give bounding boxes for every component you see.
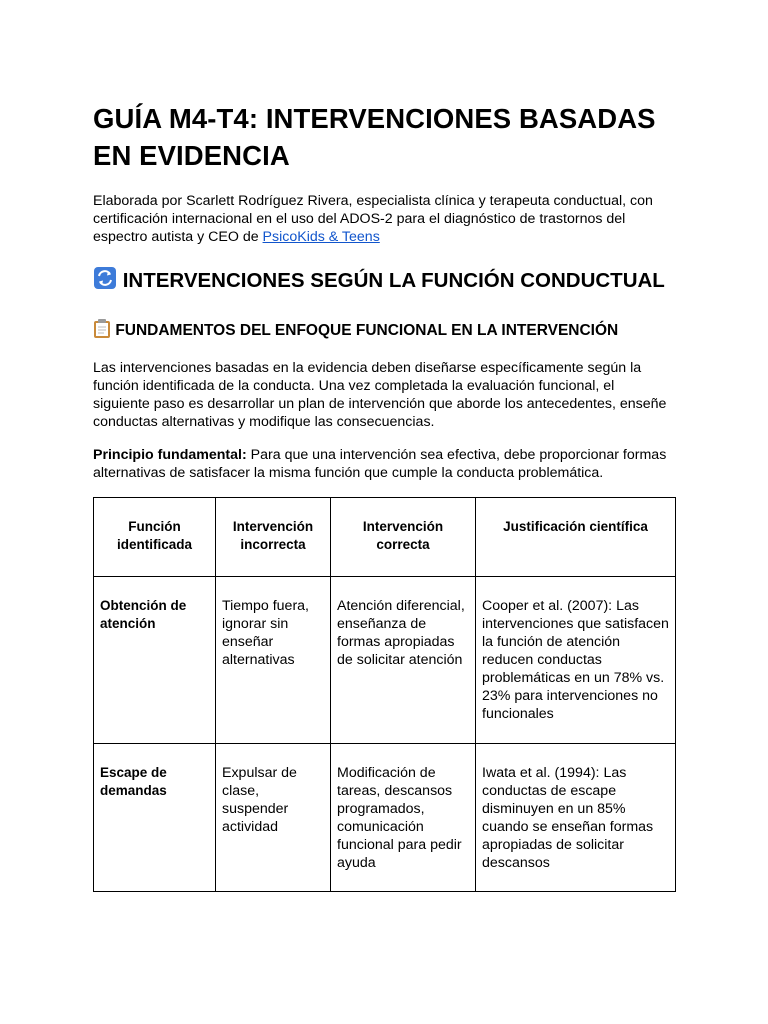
table-row	[94, 744, 676, 892]
table-header-row	[94, 498, 676, 577]
table-cell: Expulsar de clase, suspender actividad	[216, 744, 331, 892]
table-cell: Iwata et al. (1994): Las conductas de escape disminuyen en un 85% cuando se enseñan formas apropiadas de solicitar descansos	[476, 744, 676, 892]
principle-label: Principio fundamental:	[93, 447, 247, 463]
table-cell: Cooper et al. (2007): Las intervenciones que satisfacen la función de atención reducen conductas problemáticas en un 78% vs. 23% para intervenciones no funcionales	[476, 577, 676, 744]
psicokids-link[interactable]: PsicoKids & Teens	[262, 229, 380, 245]
document-title: GUÍA M4-T4: INTERVENCIONES BASADAS EN EVIDENCIA	[93, 103, 656, 171]
table-cell: Modificación de tareas, descansos programados, comunicación funcional para pedir ayuda	[331, 744, 476, 892]
section-heading-text: INTERVENCIONES SEGÚN LA FUNCIÓN CONDUCTUAL	[122, 269, 665, 292]
interventions-table	[93, 497, 676, 892]
table-cell: Tiempo fuera, ignorar sin enseñar alternativas	[216, 577, 331, 744]
body-paragraph: Las intervenciones basadas en la evidencia deben diseñarse específicamente según la función identificada de la conducta. Una vez completada la evaluación funcional, el siguiente paso es desarrollar un plan de intervención que aborde los antecedentes, enseñe conductas alternativas y modifique las consecuencias.	[93, 360, 667, 430]
table-row	[94, 577, 676, 744]
table-header-cell: Justificación científica	[476, 498, 676, 577]
table-cell: Atención diferencial, enseñanza de formas apropiadas de solicitar atención	[331, 577, 476, 744]
principle-paragraph	[93, 446, 675, 482]
table-header-cell: Intervención correcta	[331, 498, 476, 577]
refresh-arrows-icon	[93, 266, 117, 298]
table-cell-function: Escape de demandas	[94, 744, 216, 892]
subsection-heading-text: FUNDAMENTOS DEL ENFOQUE FUNCIONAL EN LA INTERVENCIÓN	[115, 322, 619, 339]
author-intro-text: Elaborada por Scarlett Rodríguez Rivera, especialista clínica y terapeuta conductual, con certificación internacional en el uso del ADOS-2 para el diagnóstico de trastornos del espectro autista y CEO de	[93, 193, 653, 245]
section-heading	[93, 266, 675, 298]
clipboard-icon	[93, 318, 111, 344]
principle-text: Para que una intervención sea efectiva, debe proporcionar formas alternativas de satisfacer la misma función que cumple la conducta problemática.	[93, 447, 667, 481]
table-header-cell: Función identificada	[94, 498, 216, 577]
document-page	[93, 100, 675, 892]
subsection-heading	[93, 318, 675, 344]
table-header-cell: Intervención incorrecta	[216, 498, 331, 577]
table-cell-function: Obtención de atención	[94, 577, 216, 744]
author-intro	[93, 192, 675, 246]
